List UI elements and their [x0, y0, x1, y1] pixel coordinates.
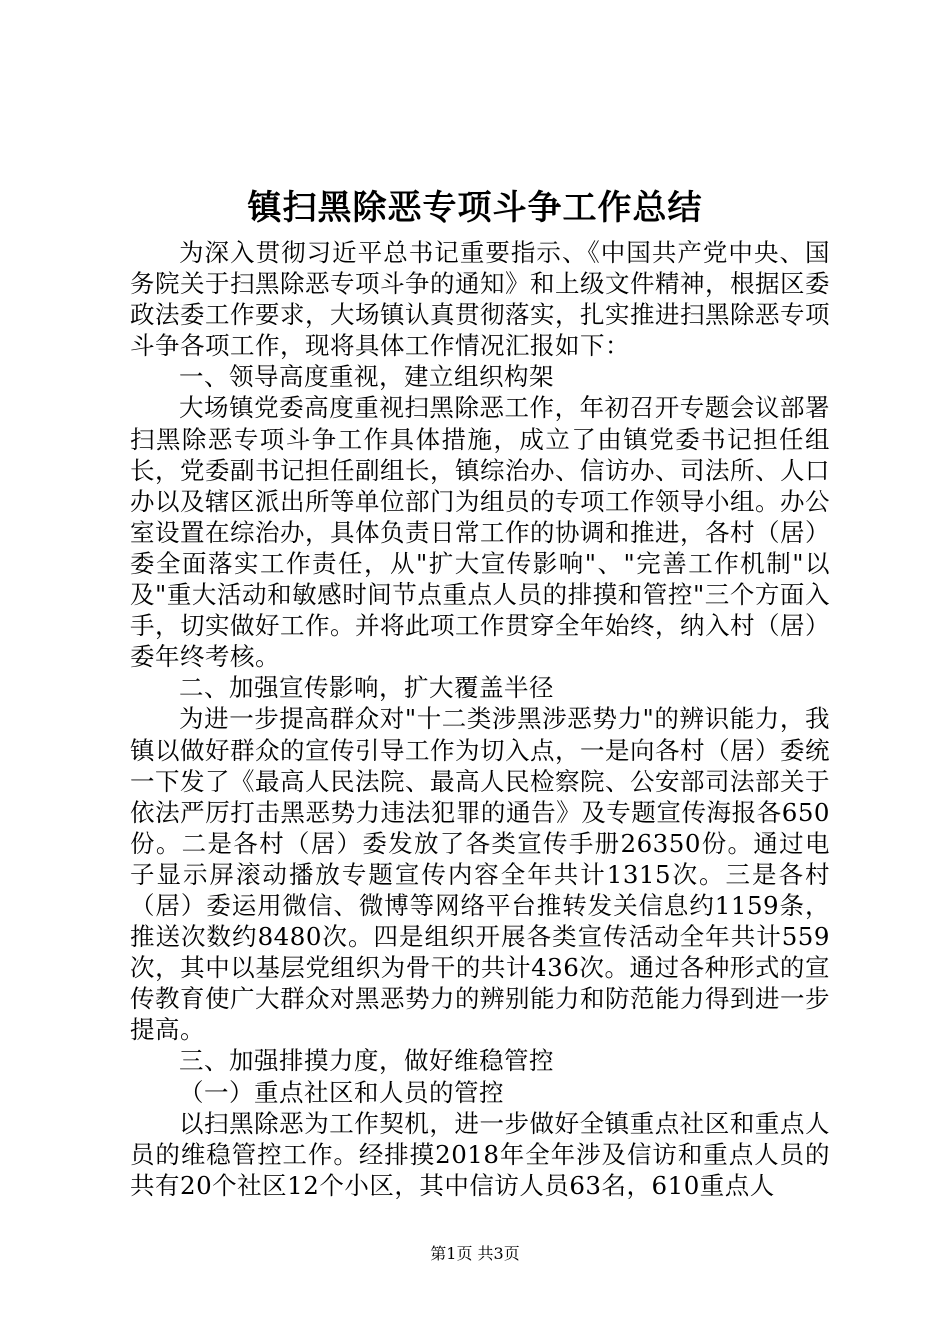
page-number-footer: 第1页 共3页: [430, 1244, 520, 1263]
subsection-heading-3-1: （一）重点社区和人员的管控: [179, 1077, 504, 1107]
section-heading-2: 二、加强宣传影响，扩大覆盖半径: [179, 673, 554, 703]
intro-paragraph: 为深入贯彻习近平总书记重要指示、《中国共产党中央、国务院关于扫黑除恶专项斗争的通知》和上级文件精神，根据区委政法委工作要求，大场镇认真贯彻落实，扎实推进扫黑除恶专项斗争各项工作，现将具体工作情况汇报如下：: [130, 238, 830, 361]
section-heading-3: 三、加强排摸力度，做好维稳管控: [179, 1046, 554, 1076]
document-title: 镇扫黑除恶专项斗争工作总结: [247, 188, 703, 228]
section-heading-1: 一、领导高度重视，建立组织构架: [179, 362, 554, 392]
subsection-paragraph-3-1: 以扫黑除恶为工作契机，进一步做好全镇重点社区和重点人员的维稳管控工作。经排摸2018年全年涉及信访和重点人员的共有20个社区12个小区，其中信访人员63名，610重点人: [130, 1108, 830, 1200]
section-paragraph-1: 大场镇党委高度重视扫黑除恶工作，年初召开专题会议部署扫黑除恶专项斗争工作具体措施，成立了由镇党委书记担任组长，党委副书记担任副组长，镇综治办、信访办、司法所、人口办以及辖区派出所等单位部门为组员的专项工作领导小组。办公室设置在综治办，具体负责日常工作的协调和推进，各村（居）委全面落实工作责任，从"扩大宣传影响"、"完善工作机制"以及"重大活动和敏感时间节点重点人员的排摸和管控"三个方面入手，切实做好工作。并将此项工作贯穿全年始终，纳入村（居）委年终考核。: [130, 393, 830, 672]
document-body: [130, 237, 830, 1201]
section-paragraph-2: 为进一步提高群众对"十二类涉黑涉恶势力"的辨识能力，我镇以做好群众的宣传引导工作为切入点，一是向各村（居）委统一下发了《最高人民法院、最高人民检察院、公安部司法部关于依法严厉打击黑恶势力违法犯罪的通告》及专题宣传海报各650份。二是各村（居）委发放了各类宣传手册26350份。通过电子显示屏滚动播放专题宣传内容全年共计1315次。三是各村（居）委运用微信、微博等网络平台推转发关信息约1159条，推送次数约8480次。四是组织开展各类宣传活动全年共计559次，其中以基层党组织为骨干的共计436次。通过各种形式的宣传教育使广大群众对黑恶势力的辨别能力和防范能力得到进一步提高。: [130, 704, 830, 1045]
